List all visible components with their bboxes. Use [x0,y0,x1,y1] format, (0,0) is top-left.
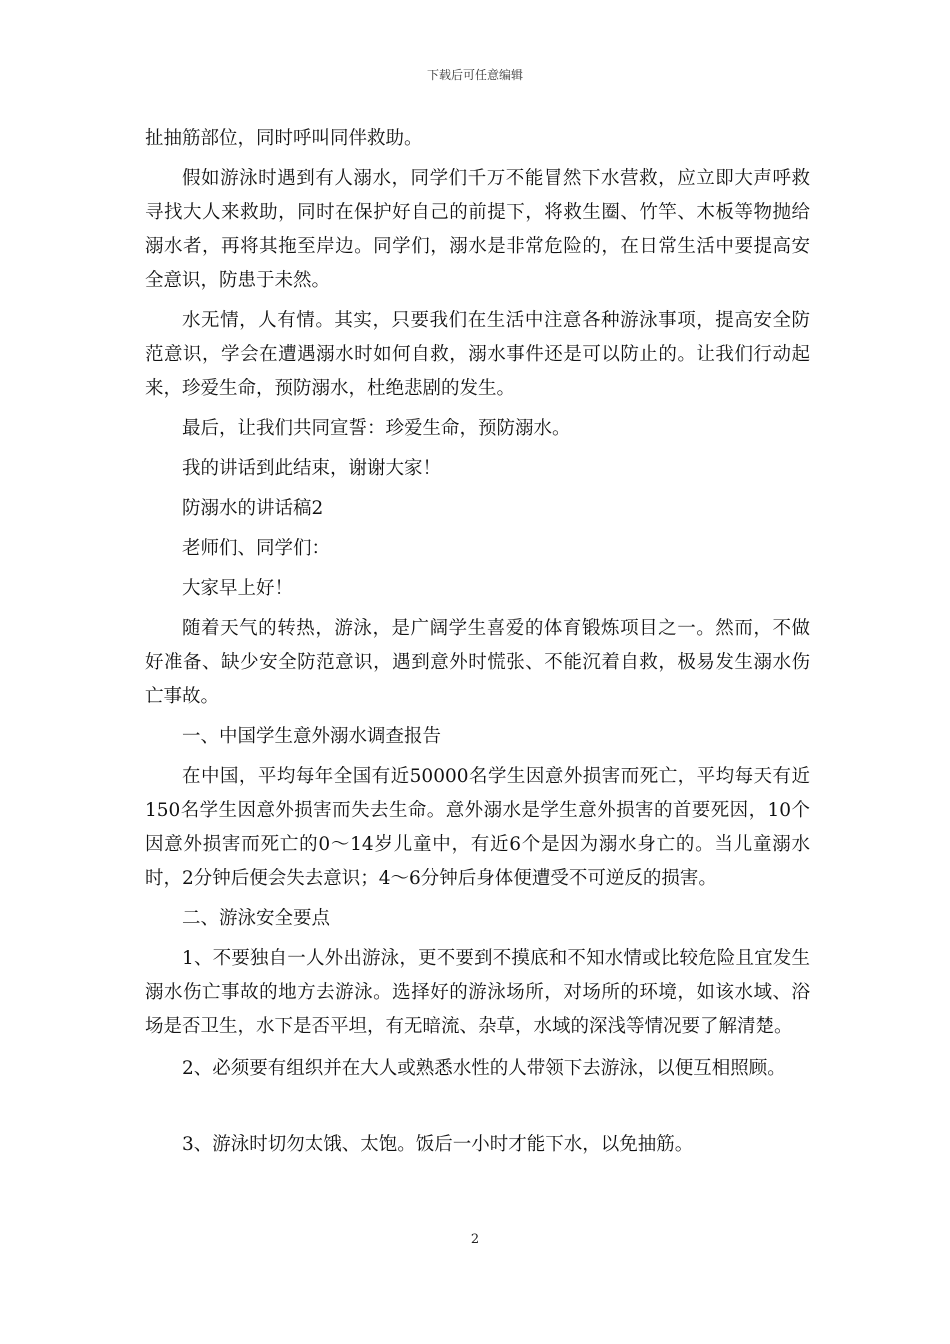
section-heading-2: 二、游泳安全要点 [182,908,331,929]
paragraph-rescue-advice: 假如游泳时遇到有人溺水，同学们千万不能冒然下水营救，应立即大声呼救寻找大人来救助，同时在保护好自己的前提下，将救生圈、竹竿、木板等物抛给溺水者，再将其拖至岸边。同学们，溺水是非常危险的，在日常生活中要提高安全意识，防患于未然。 [145,168,810,291]
paragraph-prevention: 水无情，人有情。其实，只要我们在生活中注意各种游泳事项，提高安全防范意识，学会在遭遇溺水时如何自救，溺水事件还是可以防止的。让我们行动起来，珍爱生命，预防溺水，杜绝悲剧的发生。 [145,310,810,399]
section-heading-1: 一、中国学生意外溺水调查报告 [182,726,442,747]
safety-point-1: 1、不要独自一人外出游泳，更不要到不摸底和不知水情或比较危险且宜发生溺水伤亡事故的地方去游泳。选择好的游泳场所，对场所的环境，如该水域、浴场是否卫生，水下是否平坦，有无暗流、杂草，水域的深浅等情况要了解清楚。 [145,948,810,1037]
paragraph-closing: 我的讲话到此结束，谢谢大家！ [182,458,442,479]
safety-point-3: 3、游泳时切勿太饿、太饱。饭后一小时才能下水，以免抽筋。 [182,1134,694,1155]
greeting: 大家早上好！ [182,578,294,599]
paragraph-statistics: 在中国，平均每年全国有近50000名学生因意外损害而死亡，平均每天有近150名学生因意外损害而失去生命。意外溺水是学生意外损害的首要死因，10个因意外损害而死亡的0～14岁儿童中，有近6个是因为溺水身亡的。当儿童溺水时，2分钟后便会失去意识；4～6分钟后身体便遭受不可逆反的损害。 [145,766,810,889]
page-number: 2 [470,1232,480,1247]
speech-title-2: 防溺水的讲话稿2 [182,498,324,519]
salutation: 老师们、同学们： [182,538,331,559]
paragraph-oath: 最后，让我们共同宣誓：珍爱生命，预防溺水。 [182,418,571,439]
paragraph-continuation: 扯抽筋部位，同时呼叫同伴救助。 [145,128,423,149]
page-header: 下载后可任意编辑 [426,68,523,82]
paragraph-intro: 随着天气的转热，游泳，是广阔学生喜爱的体育锻炼项目之一。然而，不做好准备、缺少安全防范意识，遇到意外时慌张、不能沉着自救，极易发生溺水伤亡事故。 [145,618,810,707]
safety-point-2: 2、必须要有组织并在大人或熟悉水性的人带领下去游泳，以便互相照顾。 [182,1058,786,1079]
document-body [145,122,810,1162]
